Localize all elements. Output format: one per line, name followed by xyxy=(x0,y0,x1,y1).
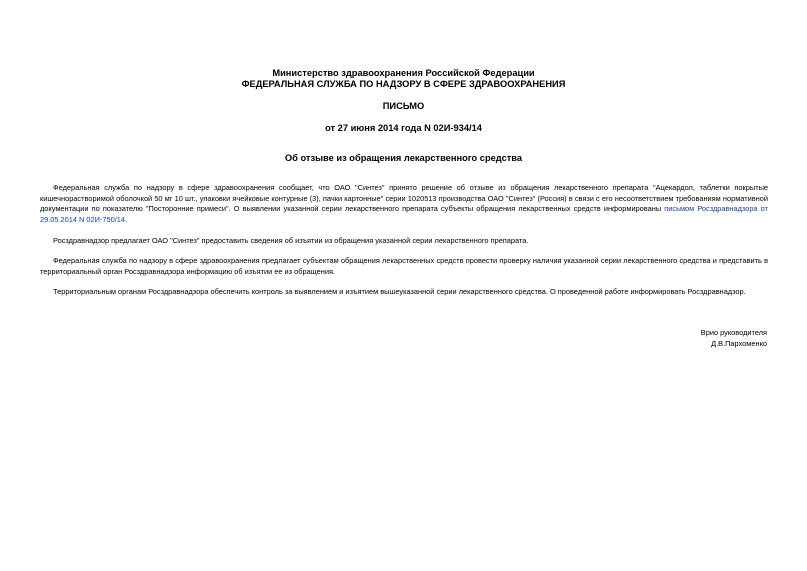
paragraph-4-text: Территориальным органам Росздравнадзора обеспечить контроль за выявлением и изъятием вышеуказанной серии лекарственного средства. О проведенной работе информировать Росздравнадзор. xyxy=(53,287,746,296)
reference-letter-link[interactable]: письмом Росздравнадзора от 29.05.2014 N 02И-750/14 xyxy=(40,204,769,224)
document-header xyxy=(0,68,807,90)
paragraph-3 xyxy=(40,256,768,277)
document-date-number: от 27 июня 2014 года N 02И-934/14 xyxy=(325,123,482,133)
document-subject: Об отзыве из обращения лекарственного средства xyxy=(284,153,523,163)
paragraph-4 xyxy=(40,287,768,298)
signatory-name: Д.В.Пархоменко xyxy=(711,338,767,348)
signatory-position: Врио руководителя xyxy=(700,328,767,337)
paragraph-2-text: Росздравнадзор предлагает ОАО "Синтез" предоставить сведения об изъятии из обращения указанной серии лекарственного препарата. xyxy=(53,236,529,245)
paragraph-3-text: Федеральная служба по надзору в сфере здравоохранения предлагает субъектам обращения лекарственных средств провести проверку наличия указанной серии лекарственного средства и представить в территориальный орган Росздравнадзора информацию об изъятии ее из обращения. xyxy=(40,256,768,276)
paragraph-1-text: Федеральная служба по надзору в сфере здравоохранения сообщает, что ОАО "Синтез" принято решение об отзыве из обращения лекарственного препарата "Ацекардол, таблетки покрытые кишечнорастворимой оболочкой 50 мг 10 шт., упаковки ячейковые контурные (3), пачки картонные" серии 1020513 производства ОАО "Синтез" (Россия) в связи с его несоответствием требованиям нормативной документации по показателю "Посторонние примеси". О выявлении указанной серии лекарственного препарата субъекты обращения лекарственных средств информированы xyxy=(40,183,768,213)
paragraph-1 xyxy=(40,183,768,225)
document-type: ПИСЬМО xyxy=(382,101,425,111)
service-name: ФЕДЕРАЛЬНАЯ СЛУЖБА ПО НАДЗОРУ В СФЕРЕ ЗДРАВООХРАНЕНИЯ xyxy=(241,79,566,89)
paragraph-1-end: . xyxy=(125,214,128,224)
ministry-name: Министерство здравоохранения Российской Федерации xyxy=(272,68,535,78)
paragraph-2 xyxy=(40,236,768,247)
signature-block xyxy=(567,328,767,349)
